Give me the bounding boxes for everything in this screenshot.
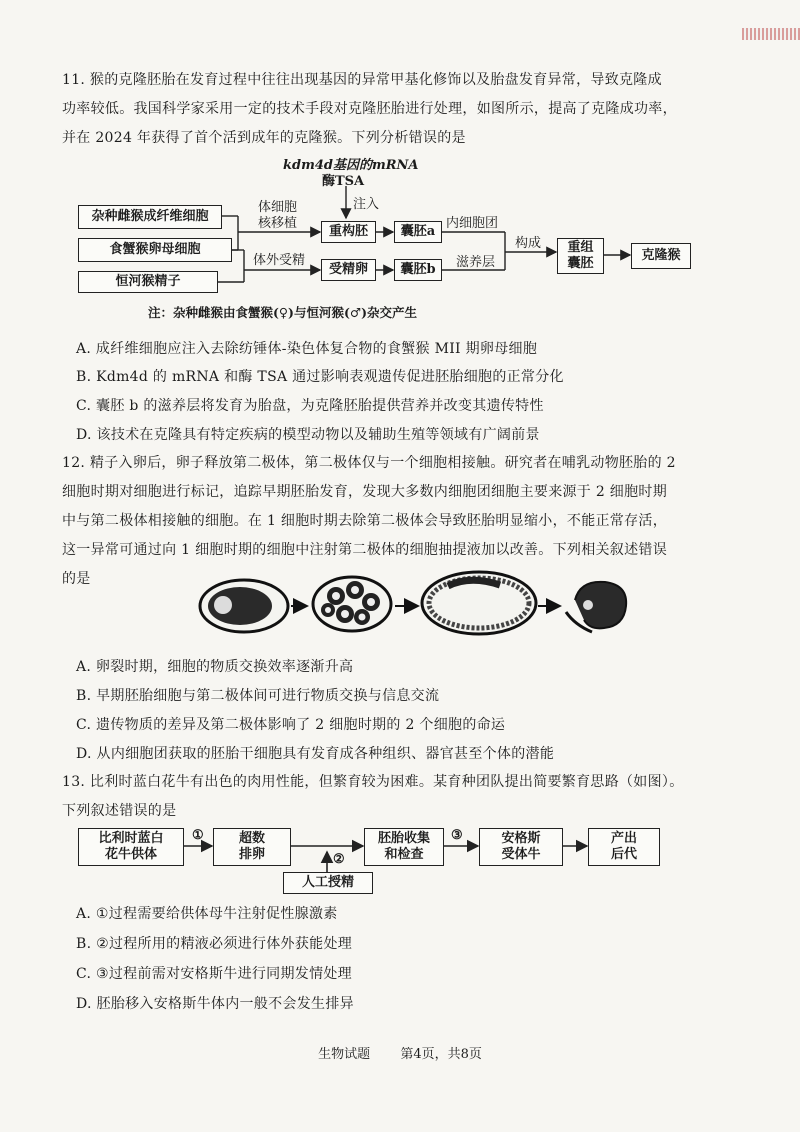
q11-stem-line: 功率较低。我国科学家采用一定的技术手段对克隆胚胎进行处理，如图所示，提高了克隆成功率， <box>62 101 677 117</box>
q13-stem-line: 下列叙述错误的是 <box>62 803 177 819</box>
q12-stem-line: 的是 <box>62 571 91 587</box>
q13-option-d: D. 胚胎移入安格斯牛体内一般不会发生排异 <box>76 996 354 1012</box>
q11-option-d: D. 该技术在克隆具有特定疾病的模型动物以及辅助生殖等领域有广阔前景 <box>76 427 540 443</box>
artificial-insemination-box: 人工授精 <box>283 872 373 894</box>
compose-label: 构成 <box>515 236 542 251</box>
offspring-line: 后代 <box>610 847 637 862</box>
donor-line: 比利时蓝白 <box>98 831 164 846</box>
q12-option-d: D. 从内细胞团获取的胚胎干细胞具有发育成各种组织、器官甚至个体的潜能 <box>76 746 555 762</box>
scnt-label-2: 核移植 <box>258 216 298 231</box>
recombinant-line: 囊胚 <box>567 256 594 271</box>
reconstructed-embryo-box: 重构胚 <box>321 221 376 243</box>
icm-label: 内细胞团 <box>446 216 499 231</box>
q13-option-b: B. ②过程所用的精液必须进行体外获能处理 <box>76 936 353 952</box>
zygote-box: 受精卵 <box>321 259 376 281</box>
q12-stem-line: 细胞时期对细胞进行标记，追踪早期胚胎发育，发现大多数内细胞团细胞主要来源于 2 细胞时期 <box>62 484 668 500</box>
q12-stem-line: 这一异常可通过向 1 细胞时期的细胞中注射第二极体的细胞抽提液加以改善。下列相关叙述错误 <box>62 542 668 558</box>
q12-stem-line: 12. 精子入卵后，卵子释放第二极体，第二极体仅与一个细胞相接触。研究者在哺乳动物胚胎的 2 <box>62 455 676 471</box>
q12-option-c: C. 遗传物质的差异及第二极体影响了 2 细胞时期的 2 个细胞的命运 <box>76 717 506 733</box>
step-1-label: ① <box>192 828 204 843</box>
blastocyst-a-box: 囊胚a <box>394 221 442 243</box>
collect-line: 和检查 <box>384 847 424 862</box>
blastocyst-b-box: 囊胚b <box>394 259 442 281</box>
step-2-label: ② <box>333 852 345 867</box>
q12-stem-line: 中与第二极体相接触的细胞。在 1 细胞时期去除第二极体会导致胚胎明显缩小，不能正常存活， <box>62 513 668 529</box>
sperm-box: 恒河猴精子 <box>78 271 218 293</box>
q11-option-b: B. Kdm4d 的 mRNA 和酶 TSA 通过影响表观遗传促进胚胎细胞的正常分化 <box>76 369 564 385</box>
q11-stem-line: 并在 2024 年获得了首个活到成年的克隆猴。下列分析错误的是 <box>62 130 466 146</box>
collect-line: 胚胎收集 <box>377 831 430 846</box>
clone-monkey-box: 克隆猴 <box>631 243 691 269</box>
donor-line: 花牛供体 <box>104 847 157 862</box>
q11-note: 注：杂种雌猴由食蟹猴(♀)与恒河猴(♂)杂交产生 <box>148 305 418 320</box>
inject-label: 注入 <box>353 197 380 212</box>
q11-stem-line: 11. 猴的克隆胚胎在发育过程中往往出现基因的异常甲基化修饰以及胎盘发育异常，导致克隆成 <box>62 72 662 88</box>
scnt-label-1: 体细胞 <box>258 200 298 215</box>
q12-option-b: B. 早期胚胎细胞与第二极体间可进行物质交换与信息交流 <box>76 688 440 704</box>
q11-option-c: C. 囊胚 b 的滋养层将发育为胎盘，为克隆胚胎提供营养并改变其遗传特性 <box>76 398 544 414</box>
superov-line: 超数 <box>238 831 265 846</box>
recombinant-line: 重组 <box>567 240 594 255</box>
mrna-label: kdm4d基因的mRNA <box>283 158 419 173</box>
q11-option-a: A. 成纤维细胞应注入去除纺锤体-染色体复合物的食蟹猴 MII 期卵母细胞 <box>76 341 538 357</box>
ivf-label: 体外受精 <box>253 253 306 268</box>
superovulation-box <box>213 828 291 866</box>
step-3-label: ③ <box>451 828 463 843</box>
donor-cow-box <box>78 828 184 866</box>
page-footer <box>0 1043 800 1062</box>
q12-option-a: A. 卵裂时期，细胞的物质交换效率逐渐升高 <box>76 659 354 675</box>
tsa-label: 酶TSA <box>322 174 365 189</box>
hybrid-fibroblast-box: 杂种雌猴成纤维细胞 <box>78 205 222 229</box>
oocyte-box: 食蟹猴卵母细胞 <box>78 238 232 262</box>
superov-line: 排卵 <box>238 847 265 862</box>
q13-stem-line: 13. 比利时蓝白花牛有出色的肉用性能，但繁育较为困难。某育种团队提出简要繁育思路（如图）。 <box>62 774 684 790</box>
footer-page-number: 第4页，共8页 <box>400 1047 482 1062</box>
footer-subject: 生物试题 <box>318 1047 371 1062</box>
embryo-collection-box <box>364 828 444 866</box>
offspring-line: 产出 <box>610 831 637 846</box>
recipient-cow-box <box>479 828 563 866</box>
q13-option-c: C. ③过程前需对安格斯牛进行同期发情处理 <box>76 966 352 982</box>
recipient-line: 安格斯 <box>501 831 541 846</box>
recipient-line: 受体牛 <box>501 847 541 862</box>
offspring-box <box>588 828 660 866</box>
trophoblast-label: 滋养层 <box>456 255 496 270</box>
q13-option-a: A. ①过程需要给供体母牛注射促性腺激素 <box>76 906 338 922</box>
